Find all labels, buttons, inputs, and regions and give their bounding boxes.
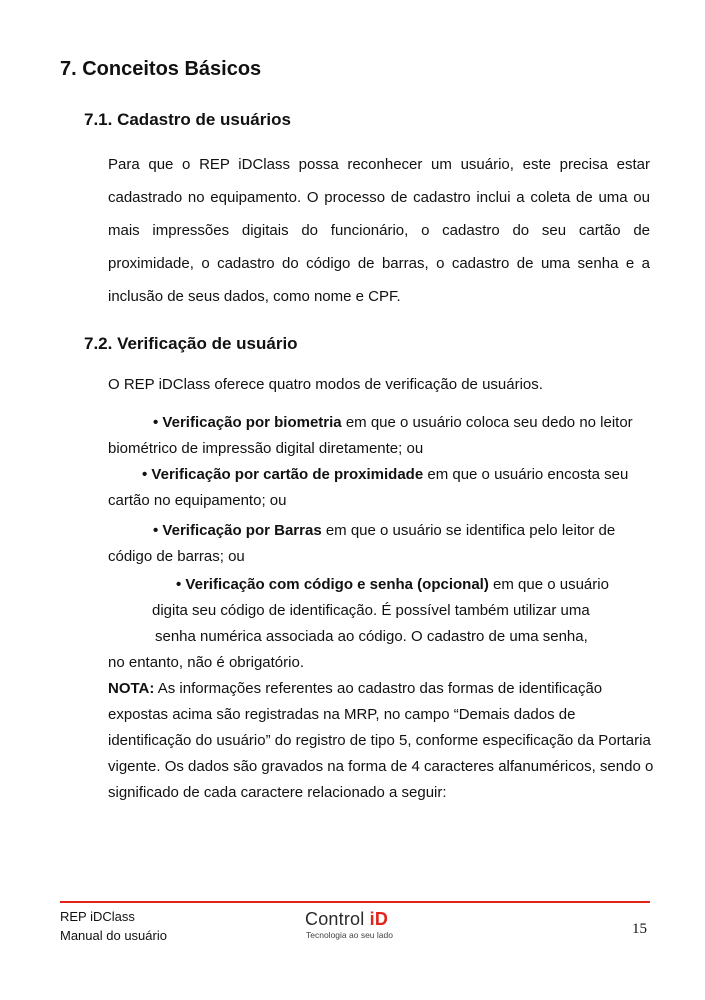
bullet-codigo-label: • Verificação com código e senha (opcional) [176,576,489,593]
cadastro-line-4: cartão de proximidade, o cadastro do código de barras, o cadastro de [108,222,651,272]
bullet-cartao-label: • Verificação por cartão de proximidade [142,466,424,483]
cadastro-paragraph [108,148,650,313]
footer-manual-label: Manual do usuário [60,928,167,943]
logo-wordmark [305,909,388,929]
cadastro-line-1: Para que o REP iDClass possa reconhecer um usuário, este precisa estar [108,156,650,173]
bullet-biometria [108,410,653,462]
bullet-barras [108,518,653,570]
bullet-biometria-label: • Verificação por biometria [153,414,342,431]
bullet-codigo-line-3: senha numérica associada ao código. O cadastro de uma senha, [155,628,588,645]
logo-id-text: iD [369,909,389,929]
bullet-cartao-text: em que o usuário encosta seu cartão no equipamento; ou [108,466,629,509]
section-title: 7. Conceitos Básicos [60,58,262,80]
bullet-codigo-senha [108,572,653,676]
control-id-logo [305,909,415,943]
footer-product-info [60,907,167,945]
cadastro-line-5: uma senha e a inclusão de seus dados, como nome e CPF. [108,255,650,305]
subsection-title-verificacao: 7.2. Verificação de usuário [84,334,298,353]
bullet-codigo-line-4: no entanto, não é obrigatório. [108,654,304,671]
cadastro-line-2: cadastrado no equipamento. O processo de cadastro inclui a coleta de [108,189,593,206]
cadastro-line-3: uma ou mais impressões digitais do funcionário, o cadastro do seu [108,189,650,239]
bullet-barras-label: • Verificação por Barras [153,522,322,539]
page-number: 15 [632,921,647,937]
bullet-codigo-text-1: em que o usuário [488,576,609,593]
verificacao-intro: O REP iDClass oferece quatro modos de verificação de usuários. [108,376,543,393]
logo-control-text: Control [305,909,370,929]
bullet-barras-text: em que o usuário se identifica pelo leitor de código de barras; ou [108,522,616,565]
bullet-biometria-text: em que o usuário coloca seu dedo no leitor biométrico de impressão digital diretamente; ou [108,414,633,457]
bullet-cartao [108,462,653,514]
footer-product-name: REP iDClass [60,909,135,924]
note-text: As informações referentes ao cadastro das formas de identificação expostas acima são registradas na MRP, no campo “Demais dados de identificação do usuário” do registro de tipo 5, conforme especificação da Portaria vigente. Os dados são gravados na forma de 4 caracteres alfanuméricos, sendo o significado de cada caractere relacionado a seguir: [108,680,654,801]
subsection-title-cadastro: 7.1. Cadastro de usuários [84,110,291,129]
note-label: NOTA: [108,680,155,697]
bullet-codigo-line-1 [108,572,653,598]
footer-divider [60,901,650,903]
bullet-codigo-line-2: digita seu código de identificação. É possível também utilizar uma [152,602,590,619]
logo-tagline: Tecnologia ao seu lado [306,930,393,940]
note-paragraph [108,676,660,806]
